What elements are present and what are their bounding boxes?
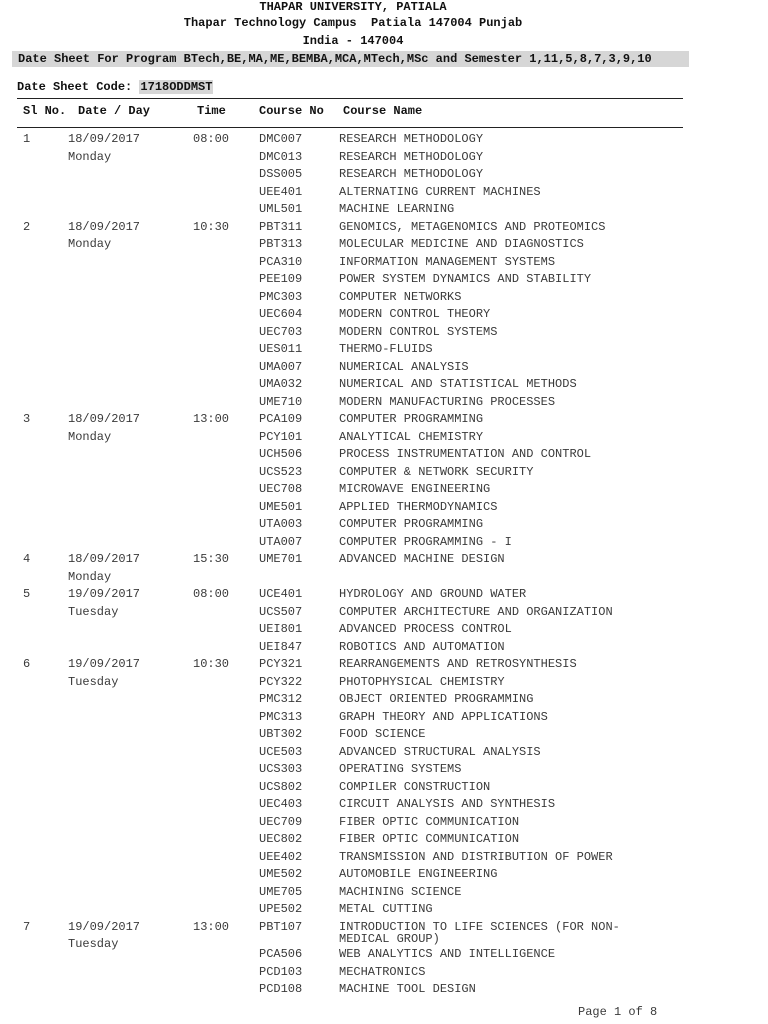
course-number: UCS523 [259,465,303,479]
course-name: REARRANGEMENTS AND RETROSYNTHESIS [339,657,577,671]
course-number: UCS507 [259,605,303,619]
course-name: TRANSMISSION AND DISTRIBUTION OF POWER [339,850,613,864]
course-name: RESEARCH METHODOLOGY [339,167,484,181]
column-header-sl: Sl No. [23,104,67,118]
course-number: PMC313 [259,710,303,724]
course-number: PBT107 [259,920,303,934]
course-name: MACHINE LEARNING [339,202,455,216]
program-banner: Date Sheet For Program BTech,BE,MA,ME,BEMBA,MCA,MTech,MSc and Semester 1,11,5,8,7,3,9,10 [12,51,689,67]
row-day: Tuesday [68,937,119,951]
course-number: UEC802 [259,832,303,846]
code-label: Date Sheet Code: [17,80,140,94]
course-name: PROCESS INSTRUMENTATION AND CONTROL [339,447,592,461]
course-name: WEB ANALYTICS AND INTELLIGENCE [339,947,556,961]
row-serial: 4 [23,552,31,566]
course-number: UML501 [259,202,303,216]
course-number: UMA007 [259,360,303,374]
course-name: OPERATING SYSTEMS [339,762,462,776]
course-number: UEC703 [259,325,303,339]
course-number: UPE502 [259,902,303,916]
row-serial: 5 [23,587,31,601]
row-date: 18/09/2017 [68,132,141,146]
row-serial: 1 [23,132,31,146]
course-number: PEE109 [259,272,303,286]
course-number: UEI801 [259,622,303,636]
course-number: UEC708 [259,482,303,496]
course-name: RESEARCH METHODOLOGY [339,132,484,146]
course-name: MECHATRONICS [339,965,426,979]
course-number: UCE503 [259,745,303,759]
course-name: ADVANCED PROCESS CONTROL [339,622,512,636]
course-name: COMPUTER NETWORKS [339,290,462,304]
page-number: Page 1 of 8 [578,1005,658,1019]
row-time: 13:00 [193,920,230,934]
course-number: UME502 [259,867,303,881]
course-number: DMC013 [259,150,303,164]
row-day: Monday [68,430,112,444]
course-number: PCY321 [259,657,303,671]
course-number: UBT302 [259,727,303,741]
column-header-date: Date / Day [78,104,151,118]
course-name: NUMERICAL ANALYSIS [339,360,469,374]
course-name: COMPILER CONSTRUCTION [339,780,491,794]
course-name: ADVANCED MACHINE DESIGN [339,552,505,566]
course-name: GENOMICS, METAGENOMICS AND PROTEOMICS [339,220,606,234]
campus-address: Thapar Technology Campus Patiala 147004 Punjab [183,16,523,30]
column-header-course-no: Course No [259,104,324,118]
course-name: CIRCUIT ANALYSIS AND SYNTHESIS [339,797,556,811]
row-day: Tuesday [68,605,119,619]
row-time: 13:00 [193,412,230,426]
course-number: UME710 [259,395,303,409]
course-name: COMPUTER PROGRAMMING [339,412,484,426]
course-number: DSS005 [259,167,303,181]
course-number: UTA003 [259,517,303,531]
row-time: 10:30 [193,657,230,671]
course-name: COMPUTER ARCHITECTURE AND ORGANIZATION [339,605,613,619]
row-serial: 6 [23,657,31,671]
course-name: AUTOMOBILE ENGINEERING [339,867,498,881]
course-name: RESEARCH METHODOLOGY [339,150,484,164]
course-name: MACHINE TOOL DESIGN [339,982,476,996]
course-name: APPLIED THERMODYNAMICS [339,500,498,514]
course-number: UME701 [259,552,303,566]
course-name: MACHINING SCIENCE [339,885,462,899]
course-name: ALTERNATING CURRENT MACHINES [339,185,541,199]
course-number: PCD103 [259,965,303,979]
course-name: HYDROLOGY AND GROUND WATER [339,587,527,601]
course-name: GRAPH THEORY AND APPLICATIONS [339,710,548,724]
course-number: UEE402 [259,850,303,864]
country-line: India - 147004 [302,34,404,48]
course-name: OBJECT ORIENTED PROGRAMMING [339,692,534,706]
row-serial: 7 [23,920,31,934]
course-number: PMC312 [259,692,303,706]
course-name: NUMERICAL AND STATISTICAL METHODS [339,377,577,391]
course-number: UEC403 [259,797,303,811]
course-name: MODERN CONTROL SYSTEMS [339,325,498,339]
course-number: UME501 [259,500,303,514]
course-number: PBT311 [259,220,303,234]
course-name: MODERN CONTROL THEORY [339,307,491,321]
course-number: PCA109 [259,412,303,426]
course-number: UCH506 [259,447,303,461]
course-number: PCA506 [259,947,303,961]
course-name: MOLECULAR MEDICINE AND DIAGNOSTICS [339,237,584,251]
course-number: DMC007 [259,132,303,146]
course-number: UEI847 [259,640,303,654]
course-name: FIBER OPTIC COMMUNICATION [339,832,520,846]
course-number: PCY101 [259,430,303,444]
row-time: 15:30 [193,552,230,566]
course-name: INTRODUCTION TO LIFE SCIENCES (FOR NON-MEDICAL GROUP) [339,920,620,946]
course-number: PCY322 [259,675,303,689]
course-name: FIBER OPTIC COMMUNICATION [339,815,520,829]
column-header-time: Time [197,104,226,118]
course-name: ROBOTICS AND AUTOMATION [339,640,505,654]
course-name: METAL CUTTING [339,902,433,916]
row-day: Monday [68,570,112,584]
course-number: UEC604 [259,307,303,321]
code-value[interactable]: 1718ODDMST [140,80,213,94]
course-number: UTA007 [259,535,303,549]
row-date: 18/09/2017 [68,412,141,426]
row-date: 18/09/2017 [68,552,141,566]
row-time: 10:30 [193,220,230,234]
course-number: UES011 [259,342,303,356]
course-name: ANALYTICAL CHEMISTRY [339,430,484,444]
row-time: 08:00 [193,132,230,146]
row-date: 19/09/2017 [68,920,141,934]
course-number: PMC303 [259,290,303,304]
course-number: UMA032 [259,377,303,391]
column-header-course-name: Course Name [343,104,423,118]
course-number: PCD108 [259,982,303,996]
course-number: UME705 [259,885,303,899]
row-date: 19/09/2017 [68,587,141,601]
course-name: COMPUTER PROGRAMMING [339,517,484,531]
course-name: COMPUTER & NETWORK SECURITY [339,465,534,479]
course-name: COMPUTER PROGRAMMING - I [339,535,512,549]
course-number: UCS303 [259,762,303,776]
row-serial: 2 [23,220,31,234]
course-number: UEC709 [259,815,303,829]
course-number: UCS802 [259,780,303,794]
course-name: FOOD SCIENCE [339,727,426,741]
row-day: Monday [68,237,112,251]
course-name: ADVANCED STRUCTURAL ANALYSIS [339,745,541,759]
university-name: THAPAR UNIVERSITY, PATIALA [259,0,447,14]
course-name: MODERN MANUFACTURING PROCESSES [339,395,556,409]
course-number: UEE401 [259,185,303,199]
course-number: PBT313 [259,237,303,251]
row-day: Monday [68,150,112,164]
course-name: INFORMATION MANAGEMENT SYSTEMS [339,255,556,269]
course-name: THERMO-FLUIDS [339,342,433,356]
course-number: PCA310 [259,255,303,269]
row-time: 08:00 [193,587,230,601]
row-date: 18/09/2017 [68,220,141,234]
row-day: Tuesday [68,675,119,689]
course-name: POWER SYSTEM DYNAMICS AND STABILITY [339,272,592,286]
course-name: PHOTOPHYSICAL CHEMISTRY [339,675,505,689]
row-date: 19/09/2017 [68,657,141,671]
course-name: MICROWAVE ENGINEERING [339,482,491,496]
row-serial: 3 [23,412,31,426]
course-number: UCE401 [259,587,303,601]
